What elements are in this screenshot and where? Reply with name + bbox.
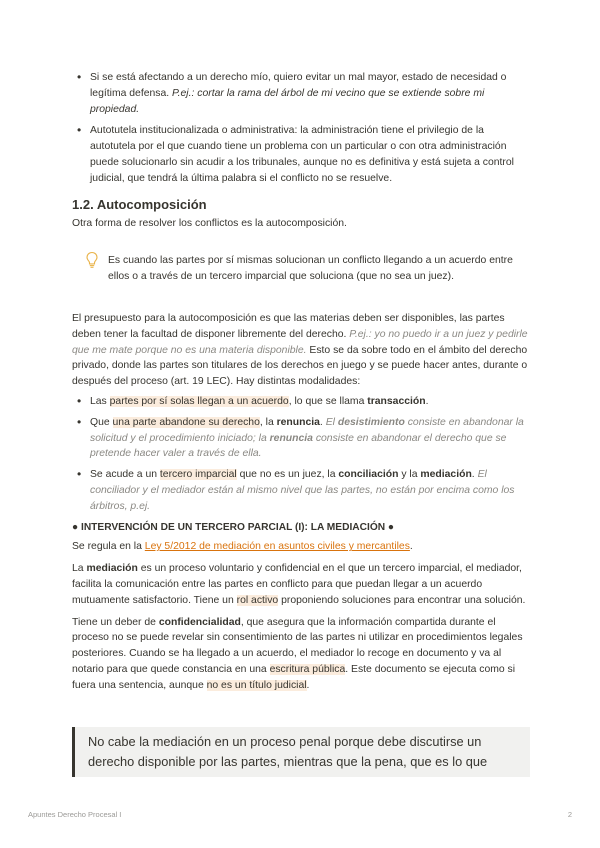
text: que no es un juez, la bbox=[236, 469, 339, 481]
presupuesto-example: P.ej.: yo no puedo ir a un juez y pedirle que me mate porque no es una materia disponible. bbox=[72, 328, 528, 356]
highlight: tercero imparcial bbox=[159, 469, 237, 481]
highlight: no es un título judicial bbox=[206, 679, 307, 691]
lightbulb-icon bbox=[84, 251, 100, 269]
confidencialidad-paragraph bbox=[72, 615, 530, 694]
bold-term: mediación bbox=[86, 563, 138, 575]
mediacion-heading: ● INTERVENCIÓN DE UN TERCERO PARCIAL (I): LA MEDIACIÓN ● bbox=[72, 521, 395, 533]
text: es un proceso voluntario y confidencial en el que un tercero imparcial, el mediador, facilita la comunicación entre las partes en conflicto para que puedan llegar a un acuerdo mutuamente satisfactorio. Tiene un bbox=[72, 563, 522, 606]
bullet-text: Si se está afectando a un derecho mío, quiero evitar un mal mayor, estado de necesidad o legítima defensa. bbox=[90, 72, 507, 99]
footer-page-number: 2 bbox=[567, 810, 572, 819]
text: , lo que se llama bbox=[288, 395, 368, 407]
presupuesto-text: El presupuesto para la autocomposición es que las materias deben ser disponibles, las partes deben tener la facultad de disponer libremente del derecho. bbox=[72, 312, 505, 340]
text: La bbox=[72, 563, 87, 575]
text: , que asegura que la información compartida durante el proceso no se puede revelar sin consentimiento de las partes ni utilizar en procedimientos legales posteriores. Cuando se ha llegado a un acuerdo, el mediador lo recoge en documento y va al notario para que quede constancia en una bbox=[72, 616, 523, 675]
bold-term: transacción bbox=[367, 395, 426, 407]
bullet-text: Autotutela institucionalizada o administrativa: la administración tiene el privilegio de la autotutela por el que cuando tiene un problema con un particular o con otra administración puede solucionarlo sin acudir a los tribunales, aunque no es definitiva y está sujeta a control judicial, que tendrá la última palabra si el conflicto no se resuelve. bbox=[90, 125, 514, 184]
presupuesto-text-2: Esto se da sobre todo en el ámbito del derecho privado, donde las partes son titulares de los derechos en juego y se puede hacer antes, durante o después del proceso (art. 19 LEC). Hay distintas modalidades: bbox=[72, 344, 528, 388]
text: . bbox=[409, 541, 413, 553]
callout bbox=[72, 253, 530, 285]
text: Que bbox=[90, 416, 113, 428]
quote-text: No cabe la mediación en un proceso penal porque debe discutirse un derecho disponible por las partes, mientras que la pena, que es lo que bbox=[88, 734, 488, 769]
highlight: una parte abandone su derecho bbox=[112, 416, 260, 428]
text: . bbox=[471, 469, 475, 481]
bold-term: conciliación bbox=[338, 469, 399, 481]
bold-term: mediación bbox=[420, 469, 472, 481]
callout-text: Es cuando las partes por sí mismas solucionan un conflicto llegando a un acuerdo entre ellos o a través de un tercero imparcial que soluciona (que no sea un juez). bbox=[108, 255, 513, 283]
text: Tiene un deber de bbox=[72, 616, 159, 628]
note: consiste en abandonar la solicitud y el procedimiento iniciado; la bbox=[90, 416, 524, 444]
list-item bbox=[72, 394, 530, 410]
note-bold: renuncia bbox=[269, 432, 313, 444]
bold-term: renuncia bbox=[276, 416, 320, 428]
quote-block bbox=[72, 727, 530, 777]
highlight: escritura pública bbox=[269, 663, 346, 675]
presupuesto-paragraph bbox=[72, 311, 530, 390]
text: y la bbox=[398, 469, 421, 481]
mediacion-paragraph bbox=[72, 561, 530, 608]
modalidades-list bbox=[72, 394, 530, 515]
list-item bbox=[72, 70, 530, 117]
list-item bbox=[72, 415, 530, 462]
text: . bbox=[425, 395, 429, 407]
text: Se regula en la bbox=[72, 541, 145, 553]
list-item bbox=[72, 123, 530, 186]
bullet-example: P.ej.: cortar la rama del árbol de mi vecino que se extiende sobre mi propiedad. bbox=[90, 87, 485, 115]
highlight: partes por sí solas llegan a un acuerdo bbox=[109, 395, 289, 407]
bullet-list-autotutela bbox=[72, 70, 530, 187]
note: consiste en abandonar el derecho que se pretende hacer valer a través de ella. bbox=[90, 432, 507, 460]
regula-paragraph bbox=[72, 539, 530, 555]
highlight: rol activo bbox=[236, 594, 279, 606]
note-bold: desistimiento bbox=[337, 416, 405, 428]
section-heading: 1.2. Autocomposición bbox=[72, 196, 207, 212]
document-body bbox=[72, 70, 530, 694]
ley-link[interactable]: Ley 5/2012 de mediación en asuntos civiles y mercantiles bbox=[144, 541, 410, 553]
section-intro: Otra forma de resolver los conflictos es la autocomposición. bbox=[72, 217, 347, 229]
note: El conciliador y el mediador están al mismo nivel que las partes, no están por encima como los árbitros, p.ej. bbox=[90, 469, 515, 512]
bold-term: confidencialidad bbox=[158, 616, 241, 628]
text: Se acude a un bbox=[90, 469, 160, 481]
text: Las bbox=[90, 395, 110, 407]
text: . bbox=[306, 679, 310, 691]
text: proponiendo soluciones para encontrar una solución. bbox=[278, 594, 526, 606]
footer-title: Apuntes Derecho Procesal I bbox=[28, 810, 122, 819]
text: . Este documento se ejecuta como si fuera una sentencia, aunque bbox=[72, 663, 516, 691]
text: , la bbox=[259, 416, 277, 428]
note: El bbox=[325, 416, 338, 428]
list-item bbox=[72, 467, 530, 514]
text: . bbox=[319, 416, 323, 428]
